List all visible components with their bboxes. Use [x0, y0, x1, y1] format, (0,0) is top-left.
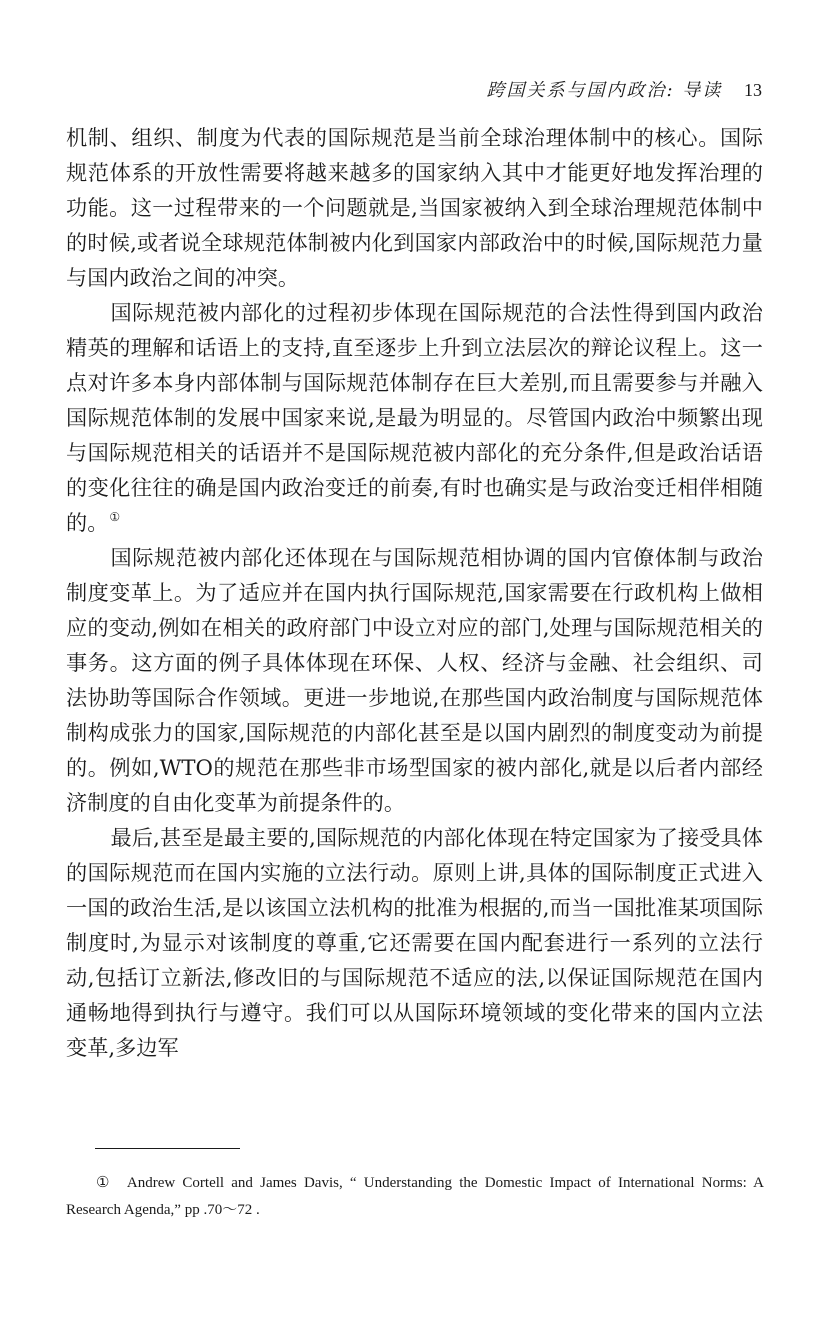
footnote-text: Andrew Cortell and James Davis, “ Understanding the Domestic Impact of International Norms: A Research Agenda,” pp .70～72 .	[66, 1175, 764, 1218]
footnote	[66, 1170, 764, 1224]
page-number: 13	[744, 80, 762, 100]
footnote-mark: ①	[96, 1175, 113, 1191]
footnote-divider	[95, 1148, 240, 1149]
paragraph-4: 最后,甚至是最主要的,国际规范的内部化体现在特定国家为了接受具体的国际规范而在国内实施的立法行动。原则上讲,具体的国际制度正式进入一国的政治生活,是以该国立法机构的批准为根据的,而当一国批准某项国际制度时,为显示对该制度的尊重,它还需要在国内配套进行一系列的立法行动,包括订立新法,修改旧的与国际规范不适应的法,以保证国际规范在国内通畅地得到执行与遵守。我们可以从国际环境领域的变化带来的国内立法变革,多边军	[66, 825, 763, 1060]
paragraph-3: 国际规范被内部化还体现在与国际规范相协调的国内官僚体制与政治制度变革上。为了适应并在国内执行国际规范,国家需要在行政机构上做相应的变动,例如在相关的政府部门中设立对应的部门,处理与国际规范相关的事务。这方面的例子具体体现在环保、人权、经济与金融、社会组织、司法协助等国际合作领域。更进一步地说,在那些国内政治制度与国际规范体制构成张力的国家,国际规范的内部化甚至是以国内剧烈的制度变动为前提的。例如,WTO的规范在那些非市场型国家的被内部化,就是以后者内部经济制度的自由化变革为前提条件的。	[66, 545, 763, 815]
paragraph-2	[66, 295, 763, 540]
running-header	[486, 76, 762, 102]
footnote-reference[interactable]: ①	[109, 510, 121, 524]
body-text	[66, 120, 763, 1065]
header-title: 跨国关系与国内政治: 导读	[486, 80, 723, 101]
paragraph-1: 机制、组织、制度为代表的国际规范是当前全球治理体制中的核心。国际规范体系的开放性需要将越来越多的国家纳入其中才能更好地发挥治理的功能。这一过程带来的一个问题就是,当国家被纳入到全球治理规范体制中的时候,或者说全球规范体制被内化到国家内部政治中的时候,国际规范力量与国内政治之间的冲突。	[66, 125, 763, 290]
paragraph-2-text: 国际规范被内部化的过程初步体现在国际规范的合法性得到国内政治精英的理解和话语上的支持,直至逐步上升到立法层次的辩论议程上。这一点对许多本身内部体制与国际规范体制存在巨大差别,而且需要参与并融入国际规范体制的发展中国家来说,是最为明显的。尽管国内政治中频繁出现与国际规范相关的话语并不是国际规范被内部化的充分条件,但是政治话语的变化往往的确是国内政治变迁的前奏,有时也确实是与政治变迁相伴相随的。	[66, 300, 763, 535]
